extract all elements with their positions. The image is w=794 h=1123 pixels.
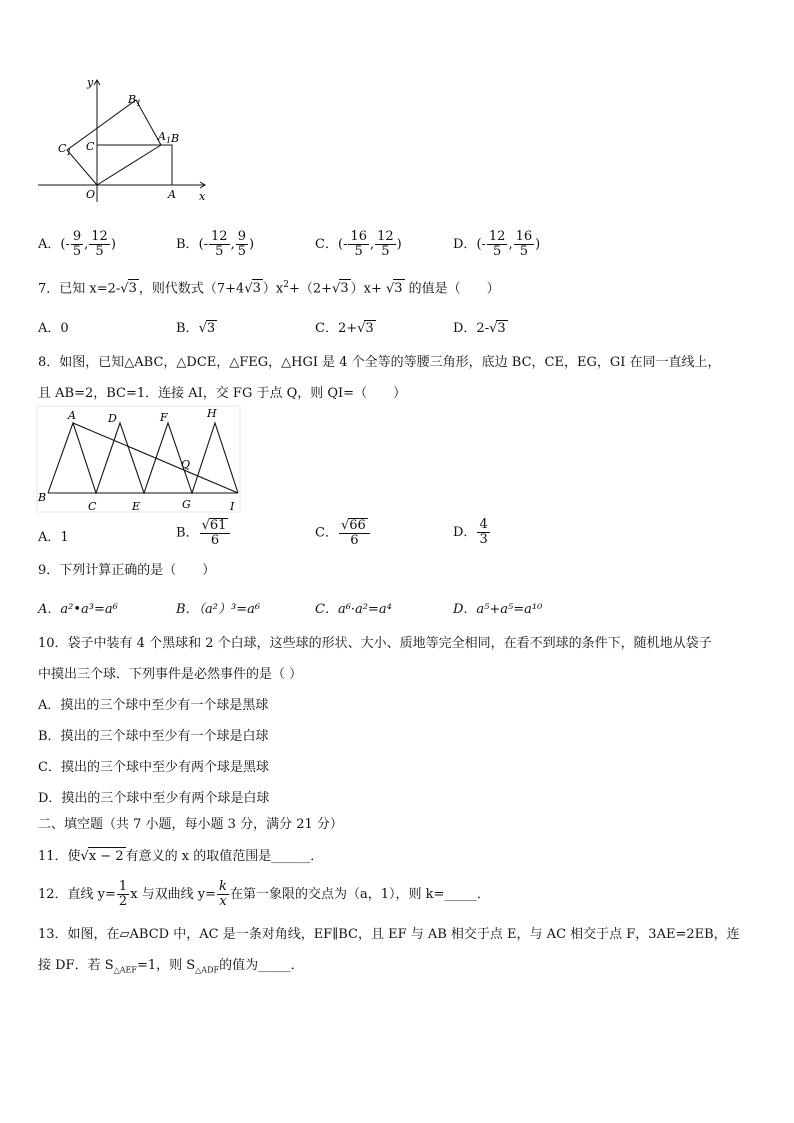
question-10-line2: 中摸出三个球．下列事件是必然事件的是（ ） xyxy=(38,667,303,682)
question-8-line1: 8．如图，已知△ABC，△DCE，△FEG，△HGI 是 4 个全等的等腰三角形，底边 BC，CE，EG，GI 在同一直线上， xyxy=(38,355,721,370)
label-x: x xyxy=(199,190,206,203)
fraction: $\frac{1}{2}$ xyxy=(118,879,128,909)
question-11: 11．使√x − 2 有意义的 x 的取值范围是______． xyxy=(38,849,324,864)
q10-option-b: B．摸出的三个球中至少有一个球是白球 xyxy=(38,729,269,744)
label-A: A xyxy=(68,409,76,422)
q10-option-d: D．摸出的三个球中至少有两个球是白球 xyxy=(38,791,270,806)
label-B: B xyxy=(38,491,47,504)
label-H: H xyxy=(207,407,217,420)
fraction: $\frac{9}{5}$ xyxy=(237,229,246,259)
label-B: B xyxy=(171,132,180,145)
q10-option-c: C．摸出的三个球中至少有两个球是黑球 xyxy=(38,760,269,775)
q8-option-c: C． $\frac{√66}{6}$ xyxy=(315,518,371,548)
q10-option-a: A．摸出的三个球中至少有一个球是黑球 xyxy=(38,698,269,713)
fraction: $\frac{12}{5}$ xyxy=(377,229,394,259)
fraction: $\frac{√66}{6}$ xyxy=(339,518,370,548)
label-C1: $C_1$ xyxy=(58,142,72,157)
section-heading-fill-blank: 二、填空题（共 7 小题，每小题 3 分，满分 21 分） xyxy=(38,817,343,832)
question-13-line1: 13．如图，在▱ABCD 中，AC 是一条对角线，EF∥BC，且 EF 与 AB 相交于点 E，与 AC 相交于点 F，3AE=2EB，连 xyxy=(38,927,740,942)
question-8-line2: 且 AB=2，BC=1．连接 AI，交 FG 于点 Q，则 QI=（ ） xyxy=(38,386,407,401)
fraction: $\frac{4}{3}$ xyxy=(479,517,488,547)
label-C: C xyxy=(86,140,95,153)
q6-option-d: D．(- $\frac{12}{5}$ , $\frac{16}{5}$ ) xyxy=(453,229,541,259)
fraction: $\frac{12}{5}$ xyxy=(91,229,108,259)
question-7: 7．已知 x=2-√3 ，则代数式（7+4√3 ）$x^2+(2+√3$ ）x+ √3 的值是（ ） xyxy=(38,280,500,297)
label-F: F xyxy=(160,411,168,424)
label-C: C xyxy=(88,500,97,513)
fraction: $\frac{k}{x}$ xyxy=(219,879,227,909)
q9-option-b: B．（a²）³=a⁶ xyxy=(176,602,261,617)
label-A1: $A_1$ xyxy=(158,130,172,145)
q9-option-d: D．a⁵+a⁵=a¹⁰ xyxy=(453,602,543,617)
q7-option-c: C．2+√3 xyxy=(315,321,374,336)
label-y: y xyxy=(87,76,94,89)
fraction: $\frac{12}{5}$ xyxy=(488,229,506,259)
label-Q: Q xyxy=(181,458,191,471)
label-G: G xyxy=(182,498,191,511)
q8-option-b: B． $\frac{√61}{6}$ xyxy=(176,518,231,548)
label-B1: $B_1$ xyxy=(128,93,142,108)
q9-option-c: C．a⁶·a²=a⁴ xyxy=(315,602,392,617)
question-10-line1: 10．袋子中装有 4 个黑球和 2 个白球，这些球的形状、大小、质地等完全相同，在看不到球的条件下，随机地从袋子 xyxy=(38,636,712,651)
label-O: O xyxy=(86,188,96,201)
label-D: D xyxy=(108,412,117,425)
q7-option-a: A．0 xyxy=(38,321,69,336)
q6-option-c: C．(- $\frac{16}{5}$ , $\frac{12}{5}$ ) xyxy=(315,229,402,259)
question-9: 9．下列计算正确的是（ ） xyxy=(38,563,216,578)
q6-option-b: B．(- $\frac{12}{5}$ , $\frac{9}{5}$ ) xyxy=(176,229,255,259)
coordinate-figure-q6 xyxy=(30,72,220,207)
q6-option-a: A．(- $\frac{9}{5}$ , $\frac{12}{5}$ ) xyxy=(38,229,116,259)
question-12: 12．直线 y= $\frac{1}{2}$ x 与双曲线 y= $\frac{k}{x}$ 在第一象限的交点为（a，1），则 k=_____． xyxy=(38,879,490,909)
q7-option-d: D．2-√3 xyxy=(453,321,506,336)
triangles-figure-q8 xyxy=(36,405,242,515)
q9-option-a: A．a²•a³=a⁶ xyxy=(38,602,118,617)
label-E: E xyxy=(132,500,141,513)
fraction: $\frac{16}{5}$ xyxy=(515,229,533,259)
fraction: $\frac{16}{5}$ xyxy=(350,229,367,259)
label-I: I xyxy=(230,500,235,513)
question-13-line2: 接 DF．若 $S_{\triangle AEF}=1$，则 $S_{\triangle ADF}$的值为_____． xyxy=(38,958,304,975)
fraction: $\frac{9}{5}$ xyxy=(72,229,82,259)
label-A: A xyxy=(168,188,176,201)
fraction: $\frac{√61}{6}$ xyxy=(200,518,231,548)
q8-option-a: A．1 xyxy=(38,530,69,545)
fraction: $\frac{12}{5}$ xyxy=(211,229,228,259)
q8-option-d: D． $\frac{4}{3}$ xyxy=(453,517,488,547)
q7-option-b: B．√3 xyxy=(176,321,216,336)
